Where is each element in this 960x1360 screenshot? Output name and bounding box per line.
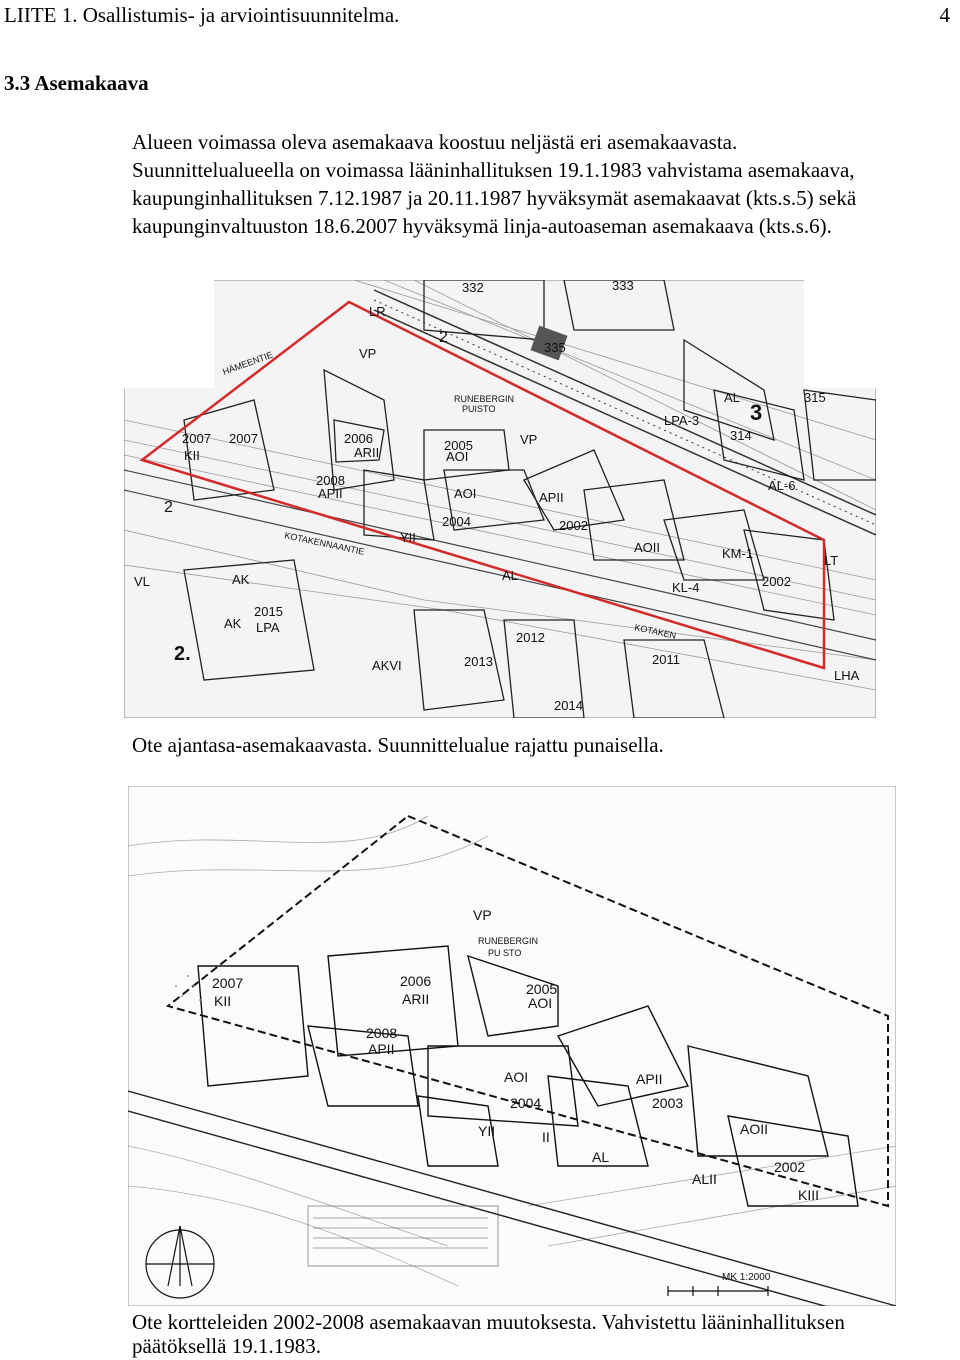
map-label: 2. bbox=[174, 643, 191, 665]
body-paragraph bbox=[132, 128, 956, 240]
zone-label: KII bbox=[214, 993, 232, 1009]
zone-label: AL bbox=[592, 1149, 610, 1165]
map-label: VP bbox=[473, 907, 492, 923]
block-number: 314 bbox=[730, 428, 752, 443]
zone-label: YII bbox=[478, 1123, 496, 1139]
street-label: KOTAKENNAANTIE bbox=[283, 530, 366, 557]
zone-label: ARII bbox=[354, 445, 380, 460]
body-line: Suunnittelualueella on voimassa lääninhallituksen 19.1.1983 vahvistama asemakaava, bbox=[132, 158, 855, 182]
map-label: PU STO bbox=[488, 948, 522, 958]
zone-label: LPA bbox=[256, 620, 280, 635]
block-number: 2007 bbox=[182, 431, 211, 446]
block-number: 332 bbox=[462, 280, 484, 295]
zone-label: APII bbox=[318, 486, 343, 501]
block-number: 2007 bbox=[229, 431, 258, 446]
zone-label: AK bbox=[224, 616, 242, 631]
block-number: 2003 bbox=[652, 1095, 684, 1111]
zone-label: II bbox=[542, 1129, 550, 1145]
zoning-map-current bbox=[124, 280, 876, 718]
map-label: PUISTO bbox=[462, 404, 496, 414]
zone-label: LT bbox=[824, 553, 839, 568]
zone-label: KII bbox=[184, 448, 200, 463]
zone-label: VL bbox=[134, 574, 150, 589]
zone-label: AOI bbox=[454, 486, 477, 501]
zone-label: KL-4 bbox=[672, 580, 700, 595]
map-label: RUNEBERGIN bbox=[454, 394, 515, 404]
block-number: 2007 bbox=[212, 975, 244, 991]
map2-caption: Ote kortteleiden 2002-2008 asemakaavan muutoksesta. Vahvistettu lääninhallituksen päätöksellä 19.1.1983. bbox=[132, 1310, 845, 1358]
block-number: 2011 bbox=[652, 652, 680, 667]
zone-label: AL bbox=[502, 568, 518, 583]
block-number: 2002 bbox=[762, 574, 791, 589]
zone-label: APII bbox=[636, 1071, 663, 1087]
zone-label: AOI bbox=[528, 995, 553, 1011]
block-number: 2008 bbox=[366, 1025, 398, 1041]
block-number: 2015 bbox=[254, 604, 283, 619]
zone-label: KM-1 bbox=[722, 546, 754, 561]
zone-label: AOI bbox=[504, 1069, 529, 1085]
zone-label: AOI bbox=[446, 449, 469, 464]
zone-label: LPA-3 bbox=[664, 413, 700, 428]
zone-label: LR bbox=[369, 304, 386, 319]
zone-label: AKVI bbox=[372, 658, 402, 673]
map-label: VP bbox=[520, 432, 538, 447]
zone-label: ALII bbox=[692, 1171, 717, 1187]
block-number: 2002 bbox=[774, 1159, 806, 1175]
document-title: LIITE 1. Osallistumis- ja arviointisuunnitelma. bbox=[4, 3, 400, 27]
zone-label: APII bbox=[539, 490, 564, 505]
block-number: 333 bbox=[612, 280, 634, 293]
block-number: 2014 bbox=[554, 698, 583, 713]
zone-label: APII bbox=[368, 1041, 395, 1057]
map-label: 2 bbox=[164, 499, 173, 516]
block-number: 2006 bbox=[344, 431, 373, 446]
page-header bbox=[4, 2, 950, 28]
body-line: kaupunginvaltuuston 18.6.2007 hyväksymä linja-autoaseman asemakaava (kts.s.6). bbox=[132, 214, 832, 238]
map-label: VP bbox=[359, 346, 377, 361]
scale-label: MK 1:2000 bbox=[722, 1272, 771, 1283]
zone-label: YII bbox=[400, 530, 416, 545]
block-number: 2005 bbox=[444, 438, 473, 453]
zone-label: ARII bbox=[402, 991, 430, 1007]
block-number: 2012 bbox=[516, 630, 545, 645]
zone-label: LHA bbox=[834, 668, 860, 683]
zone-label: AL bbox=[724, 390, 740, 405]
page-number: 4 bbox=[939, 3, 950, 27]
block-number: 2004 bbox=[510, 1095, 542, 1111]
map1-caption: Ote ajantasa-asemakaavasta. Suunnittelualue rajattu punaisella. bbox=[132, 733, 664, 757]
block-number: 2008 bbox=[316, 473, 345, 488]
block-number: 335 bbox=[544, 340, 566, 355]
street-label: KOTAKEN bbox=[633, 622, 678, 641]
map-label: RUNEBERGIN bbox=[478, 936, 539, 946]
map-label: 3 bbox=[750, 400, 763, 425]
map-label: 2 bbox=[439, 329, 448, 346]
zone-label: KIII bbox=[798, 1187, 820, 1203]
block-number: 2006 bbox=[400, 973, 432, 989]
block-number: 315 bbox=[804, 390, 826, 405]
zoning-map-1983 bbox=[128, 786, 896, 1306]
body-line: Alueen voimassa oleva asemakaava koostuu neljästä eri asemakaavasta. bbox=[132, 130, 738, 154]
zone-label: AK bbox=[232, 572, 250, 587]
body-line: kaupunginhallituksen 7.12.1987 ja 20.11.1987 hyväksymät asemakaavat (kts.s.5) sekä bbox=[132, 186, 857, 210]
block-number: 2005 bbox=[526, 981, 558, 997]
block-number: 2013 bbox=[464, 654, 493, 669]
zone-label: AOII bbox=[634, 540, 661, 555]
section-heading: 3.3 Asemakaava bbox=[4, 71, 149, 95]
zone-label: AOII bbox=[740, 1121, 769, 1137]
zone-label: AL-6 bbox=[768, 478, 796, 493]
block-number: 2004 bbox=[442, 514, 471, 529]
block-number: 2002 bbox=[559, 518, 588, 533]
street-label: HÄMEENTIE bbox=[221, 349, 275, 377]
